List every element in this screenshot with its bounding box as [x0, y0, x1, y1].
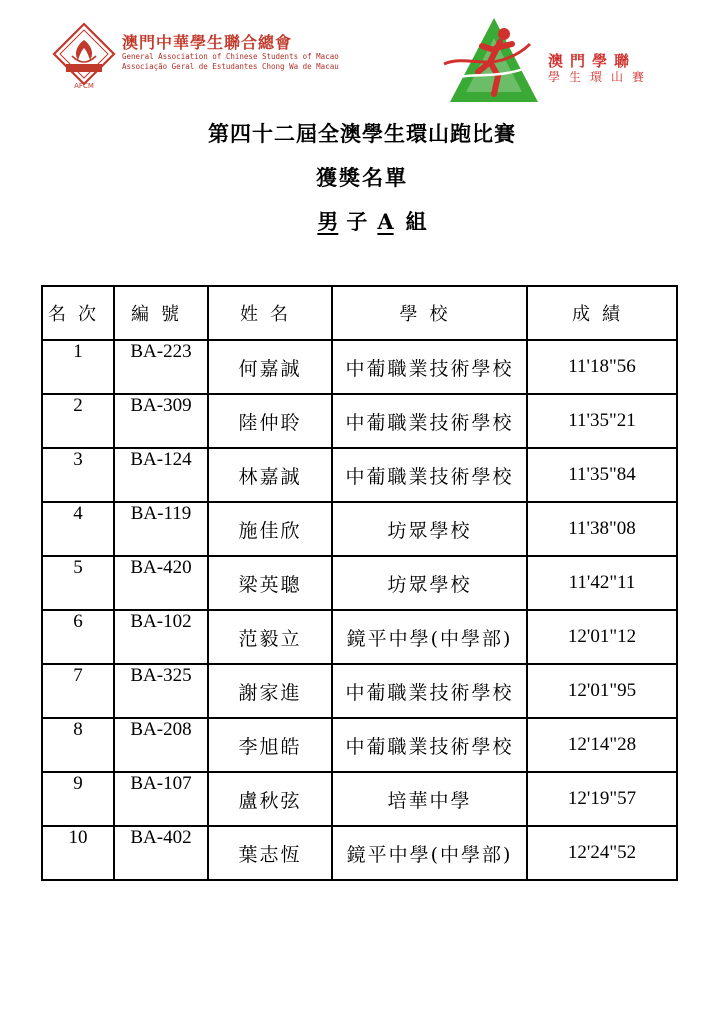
rank-cell: 10	[42, 826, 114, 880]
school-cell: 中葡職業技術學校	[332, 664, 527, 718]
school-cell: 中葡職業技術學校	[332, 448, 527, 502]
organization-name-english: General Association of Chinese Students of Macao	[122, 52, 339, 61]
code-cell: BA-309	[114, 394, 208, 448]
name-cell: 林嘉誠	[208, 448, 332, 502]
document-subtitle: 獲獎名單	[316, 165, 408, 190]
group-heading-part1: 男	[317, 209, 339, 234]
group-heading-part4: 組	[405, 209, 427, 234]
organization-name-chinese: 澳門中華學生聯合總會	[122, 33, 293, 52]
table-row	[42, 664, 677, 718]
school-cell: 鏡平中學(中學部)	[332, 826, 527, 880]
rank-cell: 3	[42, 448, 114, 502]
results-table	[41, 285, 678, 881]
time-cell: 11'18"56	[527, 340, 677, 394]
code-cell: BA-102	[114, 610, 208, 664]
event-name-line1: 澳門學聯	[548, 52, 637, 70]
name-cell: 葉志恆	[208, 826, 332, 880]
header-school: 學校	[332, 286, 527, 340]
time-cell: 12'01"95	[527, 664, 677, 718]
school-cell: 鏡平中學(中學部)	[332, 610, 527, 664]
table-row	[42, 340, 677, 394]
document-title: 第四十二屆全澳學生環山跑比賽	[208, 121, 516, 146]
organization-name	[122, 34, 339, 72]
table-row	[42, 772, 677, 826]
code-cell: BA-208	[114, 718, 208, 772]
table-row	[42, 556, 677, 610]
table-row	[42, 826, 677, 880]
header-rank: 名次	[42, 286, 114, 340]
table-row	[42, 610, 677, 664]
table-row	[42, 448, 677, 502]
header-time: 成績	[527, 286, 677, 340]
school-cell: 中葡職業技術學校	[332, 394, 527, 448]
time-cell: 12'14"28	[527, 718, 677, 772]
group-heading-part3: A	[377, 209, 394, 234]
event-name-line2: 學生環山賽	[548, 70, 654, 84]
code-cell: BA-420	[114, 556, 208, 610]
group-heading-part2: 子	[346, 209, 368, 234]
code-cell: BA-124	[114, 448, 208, 502]
code-cell: BA-325	[114, 664, 208, 718]
name-cell: 李旭皓	[208, 718, 332, 772]
time-cell: 11'38"08	[527, 502, 677, 556]
school-cell: 坊眾學校	[332, 502, 527, 556]
table-row	[42, 394, 677, 448]
header-name: 姓名	[208, 286, 332, 340]
name-cell: 盧秋弦	[208, 772, 332, 826]
time-cell: 11'35"84	[527, 448, 677, 502]
name-cell: 范毅立	[208, 610, 332, 664]
event-name	[548, 52, 653, 84]
header-code: 編號	[114, 286, 208, 340]
letterhead	[0, 0, 724, 110]
rank-cell: 2	[42, 394, 114, 448]
organization-name-portuguese: Associação Geral de Estudantes Chong Wa de Macau	[122, 62, 339, 71]
time-cell: 11'35"21	[527, 394, 677, 448]
rank-cell: 6	[42, 610, 114, 664]
runner-event-logo-icon	[442, 16, 542, 106]
table-header-row	[42, 286, 677, 340]
name-cell: 梁英聰	[208, 556, 332, 610]
rank-cell: 4	[42, 502, 114, 556]
school-cell: 中葡職業技術學校	[332, 718, 527, 772]
name-cell: 謝家進	[208, 664, 332, 718]
emblem-label: AFCM	[74, 82, 94, 90]
group-heading	[0, 206, 724, 236]
table-row	[42, 502, 677, 556]
time-cell: 12'01"12	[527, 610, 677, 664]
table-row	[42, 718, 677, 772]
code-cell: BA-402	[114, 826, 208, 880]
name-cell: 何嘉誠	[208, 340, 332, 394]
code-cell: BA-223	[114, 340, 208, 394]
time-cell: 12'19"57	[527, 772, 677, 826]
time-cell: 12'24"52	[527, 826, 677, 880]
rank-cell: 9	[42, 772, 114, 826]
name-cell: 陸仲聆	[208, 394, 332, 448]
code-cell: BA-107	[114, 772, 208, 826]
rank-cell: 5	[42, 556, 114, 610]
rank-cell: 1	[42, 340, 114, 394]
code-cell: BA-119	[114, 502, 208, 556]
school-cell: 中葡職業技術學校	[332, 340, 527, 394]
time-cell: 11'42"11	[527, 556, 677, 610]
school-cell: 培華中學	[332, 772, 527, 826]
name-cell: 施佳欣	[208, 502, 332, 556]
rank-cell: 7	[42, 664, 114, 718]
school-cell: 坊眾學校	[332, 556, 527, 610]
rank-cell: 8	[42, 718, 114, 772]
association-emblem-icon	[52, 22, 116, 94]
